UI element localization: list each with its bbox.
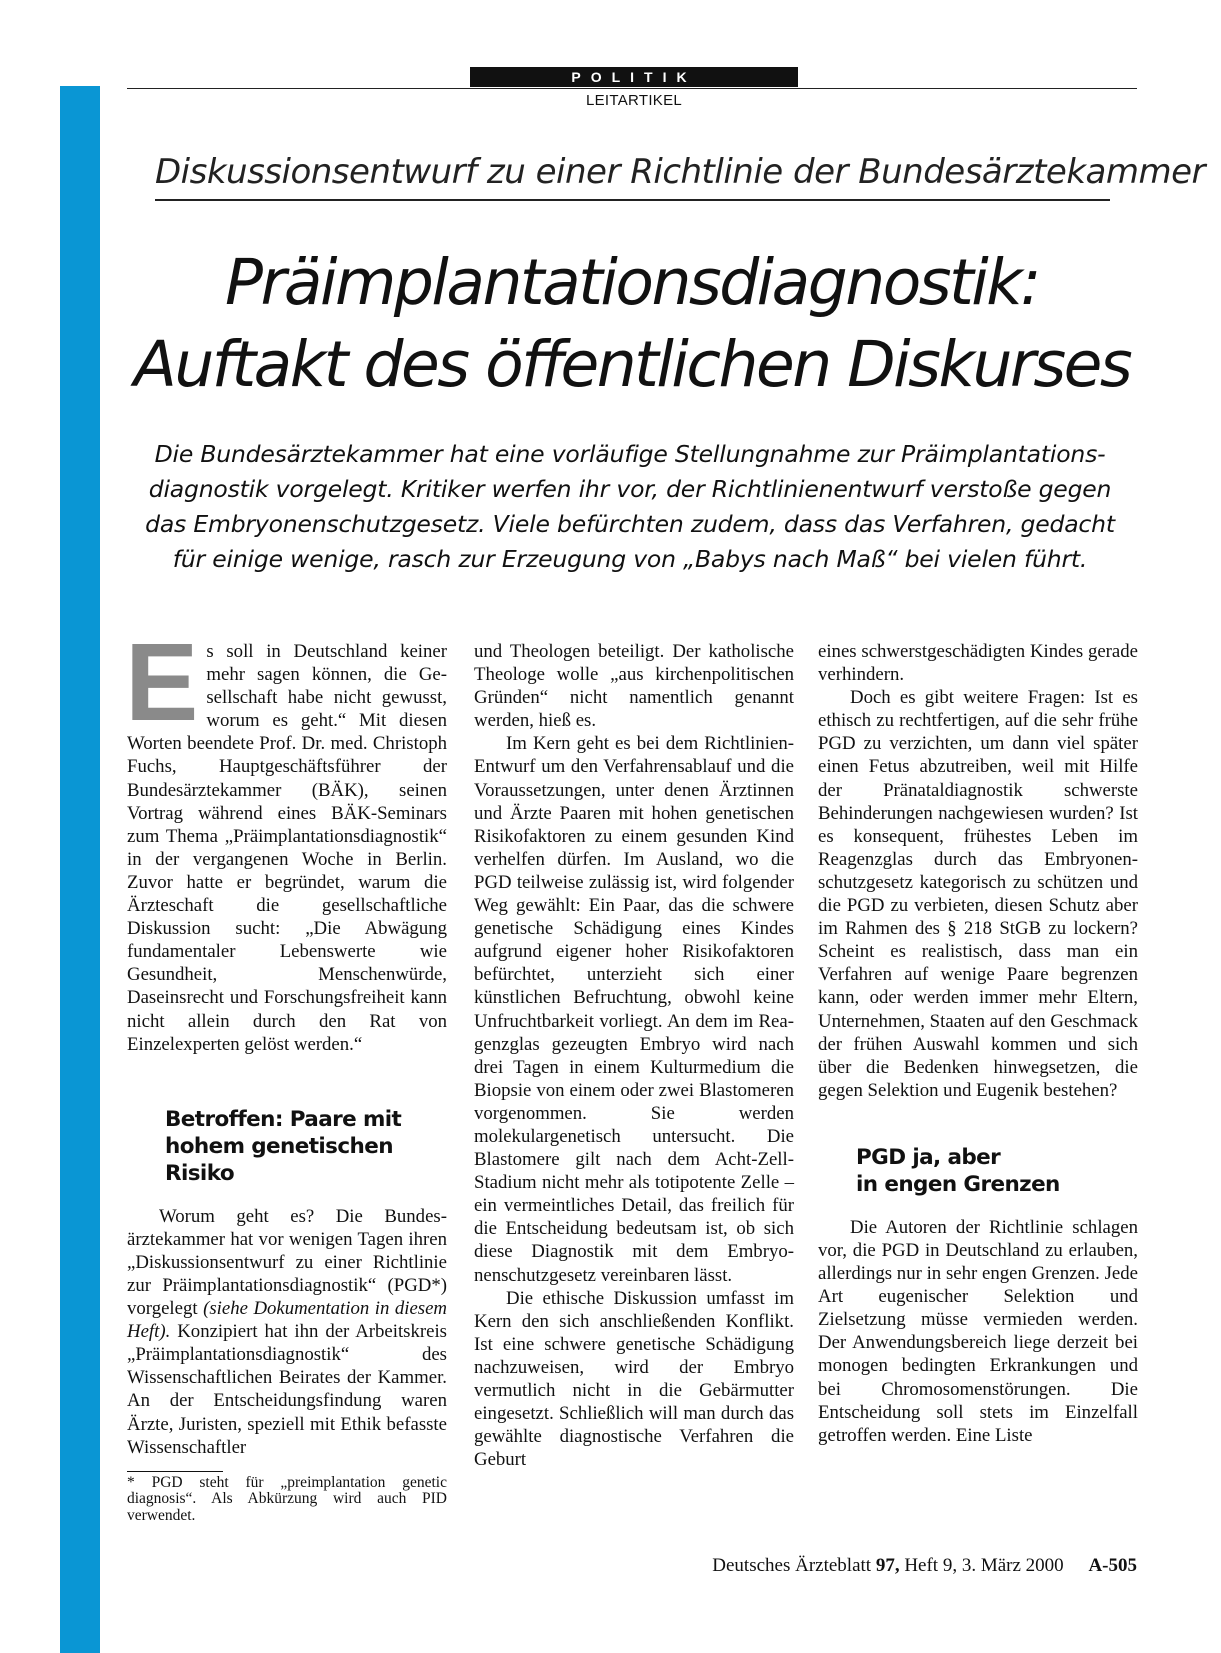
journal-name: Deutsches Ärzteblatt xyxy=(712,1555,872,1576)
lead-line: diagnostik vorgelegt. Kritiker werfen ihr vor, der Richtlinienentwurf verstoße gegen xyxy=(148,475,1112,503)
body-paragraph: und Theologen beteiligt. Der katholische Theologe wolle „aus kirchenpolitischen Gründen“ nicht namentlich genannt werden, hieß es. xyxy=(474,641,794,732)
issue-date: Heft 9, 3. März 2000 xyxy=(904,1555,1064,1576)
body-paragraph: Im Kern geht es bei dem Richtlinien-Entwurf um den Verfahrensablauf und die Voraussetzungen, unter denen Ärztinnen und Ärzte Paaren mit hohen genetischen Risikofaktoren zu einem gesunden Kind verhelfen dürfen. Im Ausland, wo die PGD teilweise zulässig ist, wird folgender Weg gewählt: Ein Paar, das die schwere genetische Schädigung eines Kindes aufgrund eigener hoher Risikofaktoren befürchtet, unterzieht sich einer künstlichen Befruchtung, obwohl keine Unfruchtbarkeit vorliegt. An dem im Reagenzglas gezeugten Embryo wird nach drei Tagen in einem Kulturmedium die Biopsie von einem oder zwei Blastomeren vorgenommen. Sie werden molekulargenetisch untersucht. Die Blastomere gilt nach dem Acht-Zell-Stadium nicht mehr als totipotente Zelle – ein vermeintliches Detail, das freilich für die Entscheidung bedeutsam ist, ob sich diese Diagnostik mit dem Embryonenschutzgesetz vereinbaren lässt. xyxy=(474,733,794,1286)
section-label: POLITIK xyxy=(470,67,798,87)
subheading xyxy=(165,1106,447,1187)
page-number: A-505 xyxy=(1088,1555,1137,1576)
footnote: * PGD steht für „preimplantation genetic diagnosis“. Als Abkürzung wird auch PID verwendet. xyxy=(127,1473,447,1524)
body-paragraph: Die ethische Diskussion umfasst im Kern den sich anschließenden Konflikt. Ist eine schwere genetische Schädigung nachzuweisen, wird der Embryo vermutlich nicht in die Gebärmutter eingesetzt. Schließlich will man durch das gewählte diagnostische Verfahren die Geburt xyxy=(474,1287,794,1471)
paragraph-italic: (siehe Dokumentation in diesem Heft). xyxy=(127,1298,447,1343)
subheading xyxy=(856,1144,1138,1198)
kicker: Diskussionsentwurf zu einer Richtlinie der Bundesärztekammer xyxy=(155,152,1205,192)
subheading-line: Betroffen: Paare mit xyxy=(165,1106,402,1132)
blue-margin-bar xyxy=(60,86,100,1653)
article-column-2 xyxy=(474,640,794,1471)
footnote-rule xyxy=(127,1471,223,1472)
body-paragraph: eines schwerstgeschädigten Kindes gerade verhindern. xyxy=(818,641,1138,686)
paragraph-text: Konzipiert hat ihn der Arbeitskreis „Präimplantationsdiagnostik“ des Wissenschaftlichen Beirates der Kammer. An der Entscheidungsfindung waren Ärzte, Juristen, speziell mit Ethik befasste Wissenschaftler xyxy=(127,1321,447,1458)
article-column-1 xyxy=(125,621,447,1524)
subheading-line: in engen Grenzen xyxy=(856,1171,1060,1197)
lead-line: Die Bundesärztekammer hat eine vorläufige Stellungnahme zur Präimplantations- xyxy=(154,440,1106,468)
article-column-3 xyxy=(818,640,1138,1447)
headline-line-1: Präimplantationsdiagnostik: xyxy=(224,246,1039,319)
body-paragraph: Doch es gibt weitere Fragen: Ist es ethisch zu rechtfertigen, auf die sehr frühe PGD zu verzichten, um dann viel später einen Fetus abzutreiben, weil mit Hilfe der Pränataldiagnostik schwerste Behinderungen nachgewiesen wurden? Ist es konsequent, frühestes Leben im Reagenzglas durch das Embryonenschutzgesetz kategorisch zu schützen und die PGD zu verbieten, diesen Schutz aber im Rahmen des § 218 StGB zu lockern? Scheint es realistisch, dass man ein Verfahren auf wenige Paare begrenzen kann, oder werden immer mehr Eltern, Unternehmen, Staaten auf den Geschmack der frühen Auswahl kommen und sich über die Bedenken hinwegsetzen, die gegen Selektion und Eugenik bestehen? xyxy=(818,687,1138,1101)
body-paragraph xyxy=(127,1205,447,1459)
subsection-label: LEITARTIKEL xyxy=(585,92,683,109)
lead-paragraph xyxy=(135,437,1125,577)
body-paragraph xyxy=(125,621,447,1056)
header-rule xyxy=(127,88,1137,89)
headline-line-2: Auftakt des öffentlichen Diskurses xyxy=(133,328,1131,401)
headline xyxy=(127,242,1137,406)
subheading-line: hohem genetischen Risiko xyxy=(165,1133,393,1186)
paragraph-text: Worum geht es? Die Bundesärztekammer hat vor wenigen Tagen ihren „Diskussionsentwurf zu einer Richtlinie zur Präimplantationsdiagnostik“ (PGD*) vorgelegt xyxy=(127,1205,447,1320)
lead-line: das Embryonenschutzgesetz. Viele befürchten zudem, dass das Verfahren, gedacht xyxy=(145,510,1115,538)
body-paragraph: Die Autoren der Richtlinie schlagen vor, die PGD in Deutschland zu erlauben, allerdings nur in sehr engen Grenzen. Jede Art eugenischer Selektion und Zielsetzung müsse vermieden werden. Der Anwendungsbereich liege derzeit bei monogen bedingten Erkrankungen und bei Chromosomenstörungen. Die Entscheidung soll stets im Einzelfall getroffen werden. Eine Liste xyxy=(818,1216,1138,1446)
page-footer xyxy=(680,1555,1137,1577)
paragraph-text: s soll in Deutschland keiner mehr sagen können, die Gesellschaft habe nicht gewusst, worum es geht.“ Mit diesen Worten beendete Prof. Dr. med. Christoph Fuchs, Hauptgeschäftsführer der Bundesärztekammer (BÄK), seinen Vortrag während eines BÄK-Seminars zum Thema „Präimplantationsdiagnostik“ in der vergangenen Woche in Berlin. Zuvor hatte er begründet, warum die Ärzteschaft die gesellschaftliche Diskussion sucht: „Die Abwägung fundamentaler Lebenswerte wie Gesundheit, Menschenwürde, Daseinsrecht und Forschungsfreiheit kann nicht allein durch den Rat von Einzelexperten gelöst werden.“ xyxy=(127,641,447,1055)
kicker-rule xyxy=(155,199,1110,201)
lead-line: für einige wenige, rasch zur Erzeugung von „Babys nach Maß“ bei vielen führt. xyxy=(172,545,1088,573)
volume-number: 97, xyxy=(875,1555,900,1576)
subheading-line: PGD ja, aber xyxy=(856,1144,1001,1170)
drop-cap: E xyxy=(125,621,199,744)
